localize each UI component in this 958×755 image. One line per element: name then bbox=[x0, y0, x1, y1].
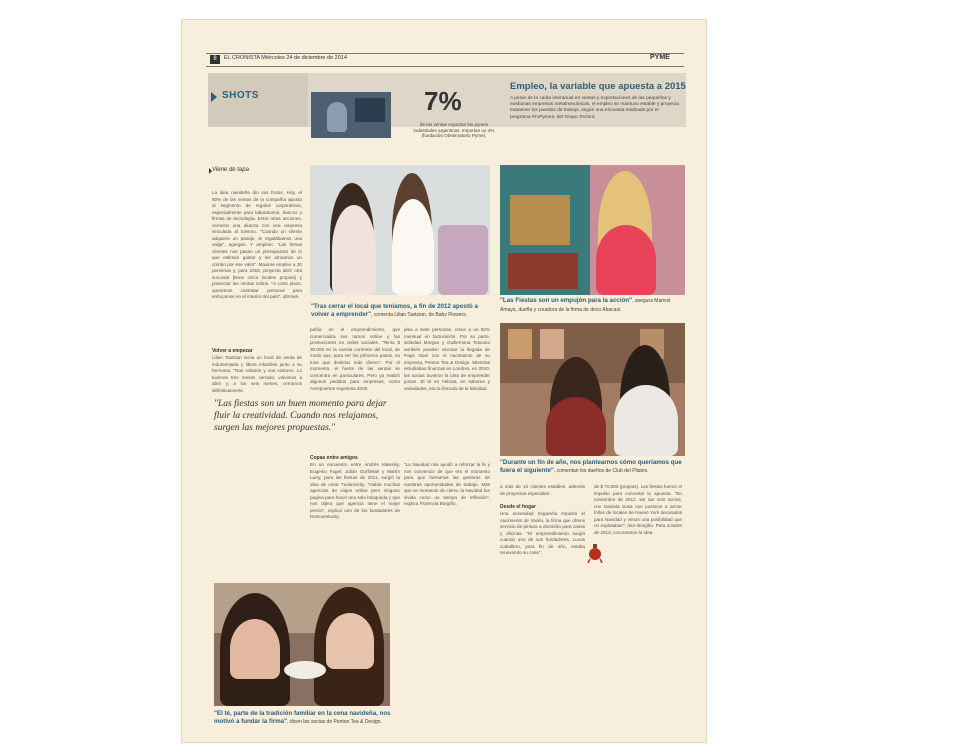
page-number: 8 bbox=[210, 55, 220, 64]
stat-text: de las ventas exportan las pymes industriales argentinas. Importan un 4% (fundación Observatorio Pyme). bbox=[413, 122, 495, 138]
photo-abacaxi bbox=[500, 165, 685, 295]
article-column-1: La idea navideña dio sus frutos. Hoy, el 60% de las ventas de la compañía apunta al segmento de regalos corporativos, especialmente para laboratorios, bancos y firmas de tecnología. Entre otras acciones, cerraron una alianza con una empresa vinculada al turismo. "Cuando un cliente adquiere un pasaje, le regalábamos una valija", agregan. Y amplían: "Las firmas clientes nos pasan un presupuesto de lo que estiman gastar y les armamos un combo por ese valor". Maxime empleo a 30 personas y, para 2015, proyecta abrir otra sucursal (tiene cinco locales propios) y potenciar las ventas online. "A corto plazo, queremos contratar personal para enfocarnos en el interior del país", afirman. bbox=[212, 190, 302, 299]
photo-penton-tea bbox=[214, 583, 390, 706]
continued-label: Viene de tapa bbox=[212, 167, 249, 173]
subhead-volver-a-empezar: Volver a empezar bbox=[212, 348, 253, 354]
article-column-1b: Lilian Tastzian tenía un local de venta de indumentaria y libros infantiles junto a su hermana. "Nos robaron y nos violaron. Lo tuvimos tres meses cerrado, volvimos a abrir y, a los seis meses, cerramos definitivamente. bbox=[212, 355, 302, 393]
publication-date: Miércoles 24 de diciembre de 2014 bbox=[261, 55, 347, 61]
shots-label: SHOTS bbox=[222, 90, 259, 101]
christmas-ornament-icon bbox=[586, 541, 604, 563]
shots-story-title: Empleo, la variable que apuesta a 2015 bbox=[510, 81, 686, 92]
subhead-copas-entre-amigos: Copas entre amigos bbox=[310, 455, 358, 461]
stat-value: 7% bbox=[424, 86, 462, 116]
arrow-icon bbox=[211, 92, 217, 102]
section-name: PYME bbox=[650, 54, 670, 61]
article-column-3b: "La Navidad nos ayudó a reforzar la fe y nos convenció de que era el momento para que fuéramos las gestoras de nuestras oportunidades de trabajo. Más que un momento de cierre, la Navidad fue vivida como un tiempo de reflexión", explica Florencia Borgiño. bbox=[404, 462, 490, 506]
article-column-4b: Una necesidad hogareña impulsó el nacimiento de Vanilu, la firma que ofrece servicio de pintura a domicilio para casas y oficinas. "El emprendimiento surgió cuando uno de sus fundadores, Lucas Caballero, para fin de año, estaba renovando su casa". bbox=[500, 511, 585, 555]
caption-d-credit: , dicen las socias de Penton Tea & Design. bbox=[287, 718, 382, 725]
photo-caption-d bbox=[214, 710, 394, 726]
subhead-desde-el-hogar: Desde el hogar bbox=[500, 504, 536, 510]
caption-b-quote: "Las Fiestas son un empujón para la acción" bbox=[500, 297, 633, 304]
publication-name: EL CRONISTA bbox=[224, 55, 260, 61]
shots-story-text: A pesar de la caída interanual en ventas y exportaciones de las pequeñas y medianas empresas metalmecánicas, el empleo se mantuvo estable y proyecta mantener los puestos de trabajo, según una encuesta realizada por el programa ProPymes, del Grupo Techint. bbox=[510, 96, 680, 120]
article-column-3: plea a siete personas, crece a un 50% mensual en facturación. Por su parte, Soledad Morgan y Guillermina Toscano también pueden vincular la llegada de Papá Noel con el nacimiento de su empresa, Penton Tea & Design. Mientras estudiaban finanzas en Londres, en 2010, las socias tuvieron la idea de emprender juntas. El té en hebras, en sabores y variedades, era la fórmula de la felicidad. bbox=[404, 327, 490, 391]
photo-caption-b bbox=[500, 297, 685, 314]
header-publication-date bbox=[224, 55, 347, 61]
caption-a-quote: "Tras cerrar el local que teníamos, a fin de 2012 apostó a volver a emprender" bbox=[311, 303, 478, 318]
photo-club-del-pilates bbox=[500, 323, 685, 456]
article-column-4: a más de 16 clientes estables, además de proyectos especiales. bbox=[500, 484, 585, 496]
pull-quote: "Las fiestas son un buen momento para dejar fluir la creatividad. Cuando nos relajamos, surgen las mejores propuestas." bbox=[214, 399, 387, 433]
caption-a-credit: , comenta Lilian Tastzian, de Baby Flowers. bbox=[371, 311, 468, 318]
caption-b-credit: , asegura Maricel Amaya, dueña y creadora de la firma de deco Abacaxi. bbox=[500, 298, 671, 313]
article-column-2b: En un encuentro entre Andrés Maleriky, Eugenio Fagel, Julián Gurfinkiel y Martín Larry, para las fiestas de 2011, surgió la idea de crear Turismocity. "Había muchas agencias de viajes online pero ninguno pagina para hacer uno solo búsqueda y que nos dijera qué agencia tiene el mejor precio", explica uno de los fundadores de Descuentocity. bbox=[310, 462, 400, 519]
photo-caption-a bbox=[311, 303, 491, 319]
photo-baby-flowers bbox=[310, 165, 490, 295]
photo-caption-c bbox=[500, 459, 685, 475]
article-column-2: pañía en el emprendimiento, que comercializa sus ramos online y las promociones en redes sociales. "Tenía $ 30.000 en la cuenta corriente del local, de modo que, para ver los primeros pasos, no tuve que destinar más dinero". Por el momento, el fuerte de las ventas se concentra en particulares. Pero ya realizó algunos pedidos para empresas, como Aeropuertos Argentina 2000. bbox=[310, 327, 400, 391]
caption-c-quote: "Durante un fin de año, nos plantearnos cómo queríamos que fuera el siguiente" bbox=[500, 459, 682, 474]
caption-d-quote: "El té, parte de la tradición familiar en la cena navideña, nos motivó a fundar la firma" bbox=[214, 710, 391, 725]
caption-c-credit: , comentan los dueños de Club del Pilates. bbox=[553, 467, 649, 474]
article-column-5: de $ 70.000 (propios). Las fiestas fueron el impulso para concretar la apuesta. "En noviembre de 2012, ser tan solo socios, con Daniela Sosa nos pusimos a armar follos de locales de Nuevo York decorados para Navidad y vimos una posibilidad que no explotaban", dice Borgiño. Para octubre de 2013, concretaron la idea. bbox=[594, 484, 682, 535]
factory-worker-photo bbox=[311, 92, 391, 138]
